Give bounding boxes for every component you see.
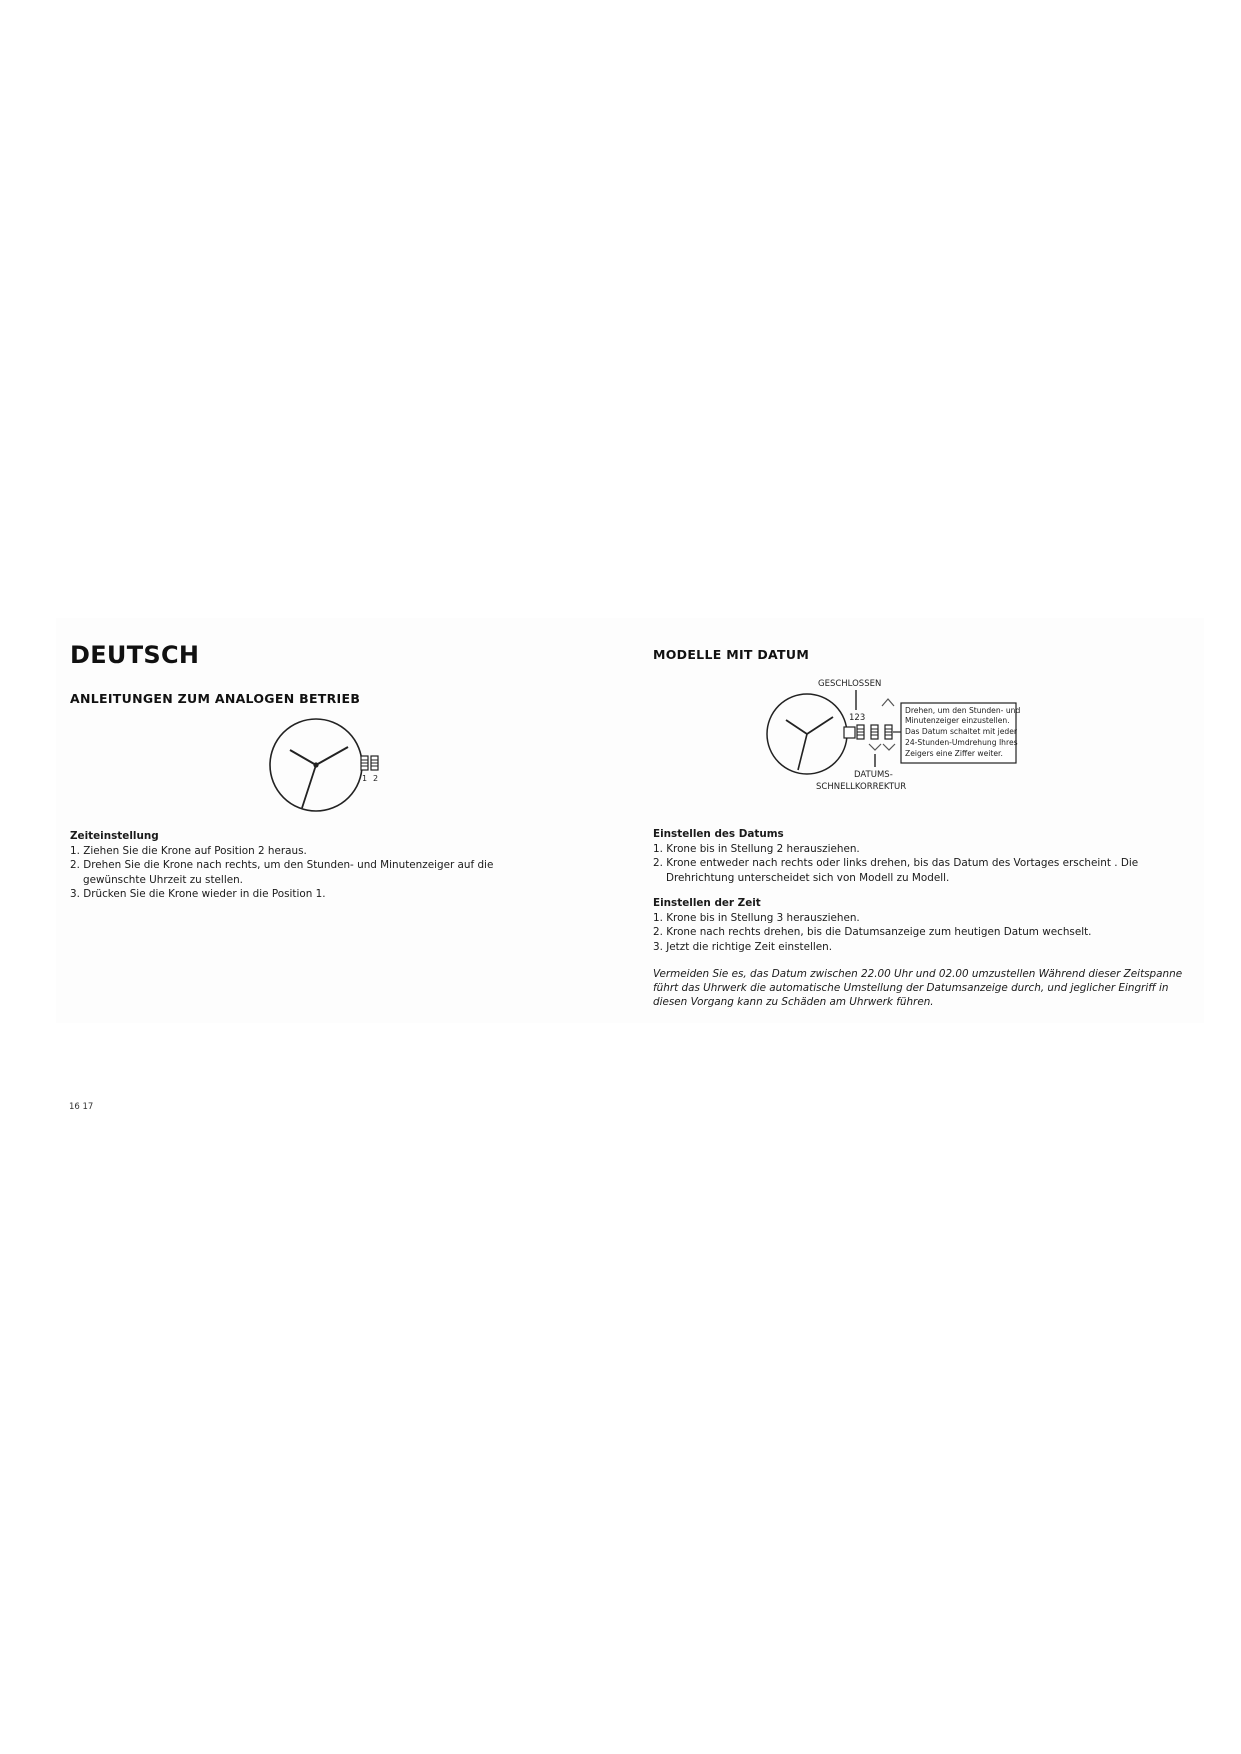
list-item: 1. Ziehen Sie die Krone auf Position 2 heraus. (70, 845, 307, 858)
second-hand (798, 734, 807, 770)
minute-hand (316, 747, 348, 765)
zeit-heading: Einstellen der Zeit (653, 897, 761, 909)
page-numbers: 16 17 (69, 1102, 94, 1112)
geschlossen-label: GESCHLOSSEN (818, 679, 882, 689)
crown-position-1 (857, 725, 864, 739)
warning-note: Vermeiden Sie es, das Datum zwischen 22.00 Uhr und 02.00 umzustellen Während dieser Zeitspanne führt das Uhrwerk die automatische Umstellung der Datumsanzeige durch, und jeglicher Eingriff in diesen Vorgang kann zu Schäden am Uhrwerk führen. (653, 968, 1183, 1009)
zeiteinstellung-section (70, 829, 550, 901)
list-item: 2. Krone nach rechts drehen, bis die Datumsanzeige zum heutigen Datum wechselt. (653, 926, 1092, 939)
list-item: 3. Drücken Sie die Krone wieder in die Position 1. (70, 887, 326, 900)
crown-positions-label: 123 (849, 713, 866, 723)
callout-line: 24-Stunden-Umdrehung Ihres (905, 738, 1018, 747)
crown-position-2 (871, 725, 878, 739)
crown-position-1 (361, 756, 368, 770)
date-watch-diagram (764, 677, 1064, 802)
zeit-section (653, 896, 1193, 954)
center-pin (313, 762, 318, 767)
callout-line: Drehen, um den Stunden- und (905, 706, 1021, 715)
rotate-arrow-down-left-icon (869, 744, 881, 750)
page-title: DEUTSCH (70, 641, 200, 669)
list-item: 1. Krone bis in Stellung 3 herausziehen. (653, 912, 860, 925)
second-hand (302, 765, 316, 808)
hour-hand (786, 720, 807, 734)
crown-label-2: 2 (373, 774, 379, 783)
quick-correction-label-1: DATUMS- (854, 770, 893, 780)
zeiteinstellung-heading: Zeiteinstellung (70, 830, 159, 842)
list-item: 1. Krone bis in Stellung 2 herausziehen. (653, 843, 860, 856)
datum-section (653, 827, 1193, 885)
crown-label-1: 1 (362, 774, 368, 783)
crown-position-2 (371, 756, 378, 770)
datum-steps (653, 842, 1193, 885)
callout-line: Zeigers eine Ziffer weiter. (905, 749, 1003, 758)
list-item: 2. Krone entweder nach rechts oder links drehen, bis das Datum des Vortages erscheint . Die Drehrichtung unterscheidet sich von Modell zu Modell. (653, 857, 1139, 884)
hour-hand (290, 750, 316, 765)
rotate-arrow-up-icon (882, 699, 894, 706)
datum-heading: Einstellen des Datums (653, 828, 784, 840)
analog-section-title: ANLEITUNGEN ZUM ANALOGEN BETRIEB (70, 691, 361, 706)
minute-hand (807, 717, 833, 734)
callout-line: Das Datum schaltet mit jeder (905, 727, 1018, 736)
crown-position-3 (885, 725, 892, 739)
list-item: 3. Jetzt die richtige Zeit einstellen. (653, 940, 833, 953)
zeit-steps (653, 911, 1193, 954)
list-item: 2. Drehen Sie die Krone nach rechts, um den Stunden- und Minutenzeiger auf die gewünschte Uhrzeit zu stellen. (70, 859, 494, 886)
crown-closed (844, 727, 855, 738)
rotate-arrow-down-right-icon (883, 744, 895, 750)
callout-line: Minutenzeiger einzustellen. (905, 716, 1010, 725)
zeiteinstellung-steps (70, 844, 550, 901)
date-models-section-title: MODELLE MIT DATUM (653, 647, 810, 662)
quick-correction-label-2: SCHNELLKORREKTUR (816, 782, 907, 792)
analog-watch-diagram (262, 718, 402, 818)
